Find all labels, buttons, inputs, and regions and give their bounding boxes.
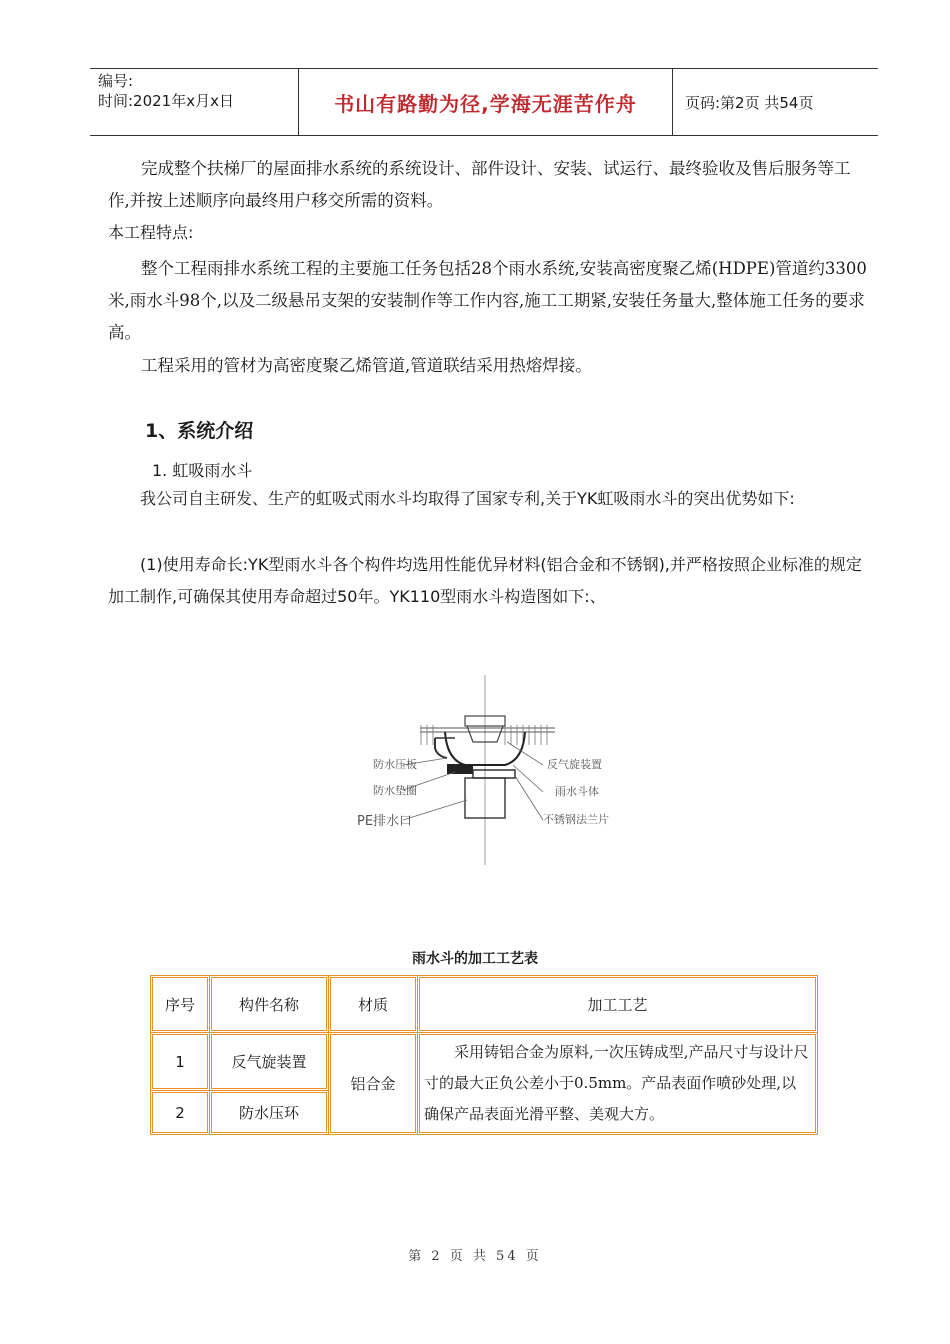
- header-material: 材质: [329, 976, 418, 1033]
- page-footer: 第 2 页 共 54 页: [408, 1249, 542, 1264]
- paragraph-features: 整个工程雨排水系统工程的主要施工任务包括28个雨水系统,安装高密度聚乙烯(HDPE)管道约3300米,雨水斗98个,以及二级悬吊支架的安装制作等工作内容,施工工期紧,安装任务量大,整体施工任务的要求高。: [108, 259, 867, 342]
- header-info: [90, 69, 299, 135]
- label-hopper-body: 雨水斗体: [555, 785, 599, 798]
- rain-hopper-diagram: [355, 670, 625, 870]
- label-waterproof-gasket: 防水垫圈: [373, 784, 417, 797]
- waterproof-ring: [447, 764, 473, 774]
- row-process: 采用铸铝合金为原料,一次压铸成型,产品尺寸与设计尺寸的最大正负公差小于0.5mm。产品表面作喷砂处理,以确保产品表面光滑平整、美观大方。: [418, 1033, 818, 1135]
- rain-hopper-drawing: [355, 670, 625, 870]
- label-pe-outlet: PE排水口: [357, 814, 413, 829]
- label-steel-flange: 不锈钢法兰片: [543, 813, 609, 826]
- table-title: 雨水斗的加工工艺表: [412, 951, 538, 967]
- process-table: [150, 975, 818, 1135]
- paragraph-intro: 完成整个扶梯厂的屋面排水系统的系统设计、部件设计、安装、试运行、最终验收及售后服务等工作,并按上述顺序向最终用户移交所需的资料。: [108, 159, 851, 210]
- table-header-row: [151, 976, 818, 1033]
- row-no: 2: [151, 1091, 210, 1135]
- subsection-title: 1. 虹吸雨水斗: [152, 461, 253, 480]
- table-row: [151, 1033, 818, 1091]
- label-waterproof-plate: 防水压板: [373, 758, 417, 771]
- label-anti-vortex: 反气旋装置: [547, 758, 602, 771]
- steel-flange: [473, 770, 515, 778]
- header-motto: 书山有路勤为径,学海无涯苦作舟: [299, 69, 673, 135]
- doc-time-label: 时间:2021年x月x日: [98, 92, 234, 110]
- header-process: 加工工艺: [418, 976, 818, 1033]
- paragraph-company: 我公司自主研发、生产的虹吸式雨水斗均取得了国家专利,关于YK虹吸雨水斗的突出优势如下:: [108, 489, 795, 508]
- paragraph-material: 工程采用的管材为高密度聚乙烯管道,管道联结采用热熔焊接。: [108, 356, 592, 375]
- section-title: 1、系统介绍: [145, 420, 254, 442]
- header-page-label: 页码:第2页 共54页: [685, 93, 814, 112]
- row-name: 反气旋装置: [210, 1033, 329, 1091]
- doc-number-label: 编号:: [98, 72, 134, 90]
- row-material: 铝合金: [329, 1033, 418, 1135]
- paragraph-lifetime: (1)使用寿命长:YK型雨水斗各个构件均选用性能优异材料(铝合金和不锈钢),并严格按照企业标准的规定加工制作,可确保其使用寿命超过50年。YK110型雨水斗构造图如下:、: [108, 555, 862, 606]
- header-name: 构件名称: [210, 976, 329, 1033]
- row-no: 1: [151, 1033, 210, 1091]
- page-header: [90, 68, 878, 136]
- row-name: 防水压环: [210, 1091, 329, 1135]
- header-no: 序号: [151, 976, 210, 1033]
- paragraph-features-heading: 本工程特点:: [108, 223, 194, 242]
